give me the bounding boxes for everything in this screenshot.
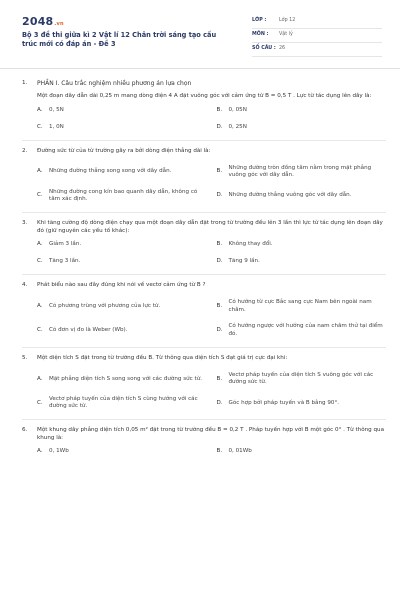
option-text: Những đường thẳng vuông góc với dây dẫn. — [228, 192, 352, 199]
option-text: 0, 05N — [228, 106, 247, 113]
option-c[interactable] — [37, 256, 207, 269]
divider — [22, 274, 386, 275]
option-d[interactable] — [217, 122, 387, 135]
divider — [22, 347, 386, 348]
option-letter: B. — [216, 303, 223, 310]
option-letter: C. — [37, 327, 43, 334]
option-text: 0, 25N — [228, 123, 247, 130]
meta-value: Vật lý — [279, 32, 293, 38]
divider — [22, 140, 386, 141]
meta-row-count — [252, 43, 382, 57]
option-text: Những đường tròn đồng tâm nằm trong mặt phẳng vuông góc với dây dẫn. — [228, 164, 372, 179]
option-letter: D. — [216, 327, 223, 334]
option-text: Vectơ pháp tuyến của diện tích S cùng hướng với các đường sức từ. — [49, 395, 198, 410]
option-c[interactable] — [37, 183, 207, 207]
option-d[interactable] — [217, 318, 387, 342]
question-2 — [22, 148, 386, 208]
logo-main: 2048 — [22, 15, 54, 28]
option-text: 1, 0N — [49, 123, 64, 130]
option-c[interactable] — [37, 390, 207, 414]
meta-row-subject — [252, 29, 382, 43]
option-letter: D. — [216, 123, 223, 130]
question-list — [22, 80, 386, 459]
question-number: 6. — [22, 427, 28, 434]
option-d[interactable] — [217, 256, 387, 269]
option-a[interactable] — [37, 239, 207, 252]
section-heading — [22, 80, 386, 88]
meta-label: SỐ CÂU : — [252, 46, 276, 52]
document-header — [22, 15, 382, 61]
option-b[interactable] — [217, 105, 387, 118]
question-text: Một diện tích S đặt trong từ trường đều B. Từ thông qua diện tích S đạt giá trị cực đại khi: — [37, 354, 288, 361]
option-a[interactable] — [37, 105, 207, 118]
option-a[interactable] — [37, 446, 207, 459]
option-letter: B. — [216, 375, 223, 382]
meta-value: 26 — [279, 46, 286, 52]
option-text: Không thay đổi. — [228, 241, 273, 248]
option-text: 0, 1Wb — [49, 448, 69, 455]
option-b[interactable] — [217, 239, 387, 252]
section-number: 1. — [22, 80, 28, 86]
option-b[interactable] — [217, 294, 387, 318]
question-text: Khi tăng cường độ dòng điện chạy qua một đoạn dây dẫn đặt trong từ trường đều lên 3 lần thì lực từ tác dụng lên đoạn dây đó (giữ nguyên các yếu tố khác): — [37, 220, 383, 234]
option-b[interactable] — [217, 366, 387, 390]
option-letter: A. — [37, 375, 43, 382]
section-title: PHẦN I. Câu trắc nghiệm nhiều phương án lựa chọn — [37, 80, 192, 87]
option-text: Có hướng ngược với hướng của nam châm thử tại điểm đó. — [228, 323, 383, 337]
divider — [22, 212, 386, 213]
site-logo[interactable] — [22, 15, 64, 30]
option-c[interactable] — [37, 122, 207, 135]
option-letter: C. — [37, 399, 43, 406]
option-text: Tăng 9 lần. — [228, 258, 260, 265]
question-4 — [22, 282, 386, 342]
question-text: Phát biểu nào sau đây đúng khi nói về vectơ cảm ứng từ B ? — [37, 282, 206, 289]
question-1 — [22, 93, 386, 135]
question-number: 5. — [22, 354, 28, 361]
option-letter: B. — [216, 448, 223, 455]
option-text: Có đơn vị đo là Weber (Wb). — [49, 327, 128, 334]
option-text: Giảm 3 lần. — [49, 241, 82, 248]
option-letter: A. — [37, 241, 43, 248]
option-text: Góc hợp bởi pháp tuyến và B bằng 90°. — [228, 399, 340, 406]
question-number: 4. — [22, 282, 28, 289]
option-letter: D. — [216, 399, 223, 406]
option-b[interactable] — [217, 159, 387, 183]
option-d[interactable] — [217, 183, 387, 207]
option-letter: B. — [216, 106, 223, 113]
option-text: 0, 01Wb — [228, 448, 252, 455]
divider — [22, 419, 386, 420]
meta-row-class — [252, 15, 382, 29]
option-text: Những đường thẳng song song với dây dẫn. — [49, 168, 172, 175]
question-6 — [22, 427, 386, 459]
meta-label: MÔN : — [252, 32, 269, 38]
option-letter: A. — [37, 303, 43, 310]
option-letter: D. — [216, 258, 223, 265]
option-a[interactable] — [37, 159, 207, 183]
option-d[interactable] — [217, 390, 387, 414]
logo-sub: .vn — [54, 21, 64, 27]
question-number: 2. — [22, 147, 28, 154]
meta-value: Lớp 12 — [279, 18, 296, 24]
option-text: 0, 5N — [49, 106, 64, 113]
option-a[interactable] — [37, 294, 207, 318]
option-text: Có hướng từ cực Bắc sang cực Nam bên ngoài nam châm. — [228, 299, 372, 313]
option-a[interactable] — [37, 366, 207, 390]
option-letter: A. — [37, 448, 43, 455]
option-letter: A. — [37, 168, 43, 175]
option-letter: C. — [37, 192, 43, 199]
option-b[interactable] — [217, 446, 387, 459]
question-3 — [22, 220, 386, 269]
question-number: 3. — [22, 220, 28, 227]
option-letter: B. — [216, 241, 223, 248]
option-c[interactable] — [37, 318, 207, 342]
option-text: Vectơ pháp tuyến của diện tích S vuông góc với các đường sức từ. — [228, 371, 374, 386]
option-text: Những đường cong kín bao quanh dây dẫn, không có tâm xác định. — [49, 188, 198, 203]
option-letter: D. — [216, 192, 223, 199]
option-letter: C. — [37, 123, 43, 130]
question-text: Một khung dây phẳng diện tích 0,05 m² đặt trong từ trường đều B = 0,2 T . Pháp tuyến hợp với B một góc 0° . Từ thông qua khung là: — [37, 427, 385, 441]
option-letter: C. — [37, 258, 43, 265]
option-text: Mặt phẳng diện tích S song song với các đường sức từ. — [49, 375, 203, 382]
option-letter: B. — [216, 168, 223, 175]
option-letter: A. — [37, 106, 43, 113]
meta-label: LỚP : — [252, 18, 267, 24]
option-text: Có phương trùng với phương của lực từ. — [49, 303, 161, 310]
question-text: Một đoạn dây dẫn dài 0,25 m mang dòng điện 4 A đặt vuông góc với cảm ứng từ B = 0,5 T . Lực từ tác dụng lên dây là: — [37, 93, 372, 100]
question-5 — [22, 355, 386, 415]
question-text: Đường sức từ của từ trường gây ra bởi dòng điện thẳng dài là: — [37, 147, 211, 154]
document-meta — [252, 15, 382, 57]
header-divider — [0, 68, 400, 69]
document-title: Bộ 3 đề thi giữa kì 2 Vật lí 12 Chân trời sáng tạo cấu trúc mới có đáp án - Đề 3 — [22, 31, 217, 49]
option-text: Tăng 3 lần. — [49, 258, 81, 265]
